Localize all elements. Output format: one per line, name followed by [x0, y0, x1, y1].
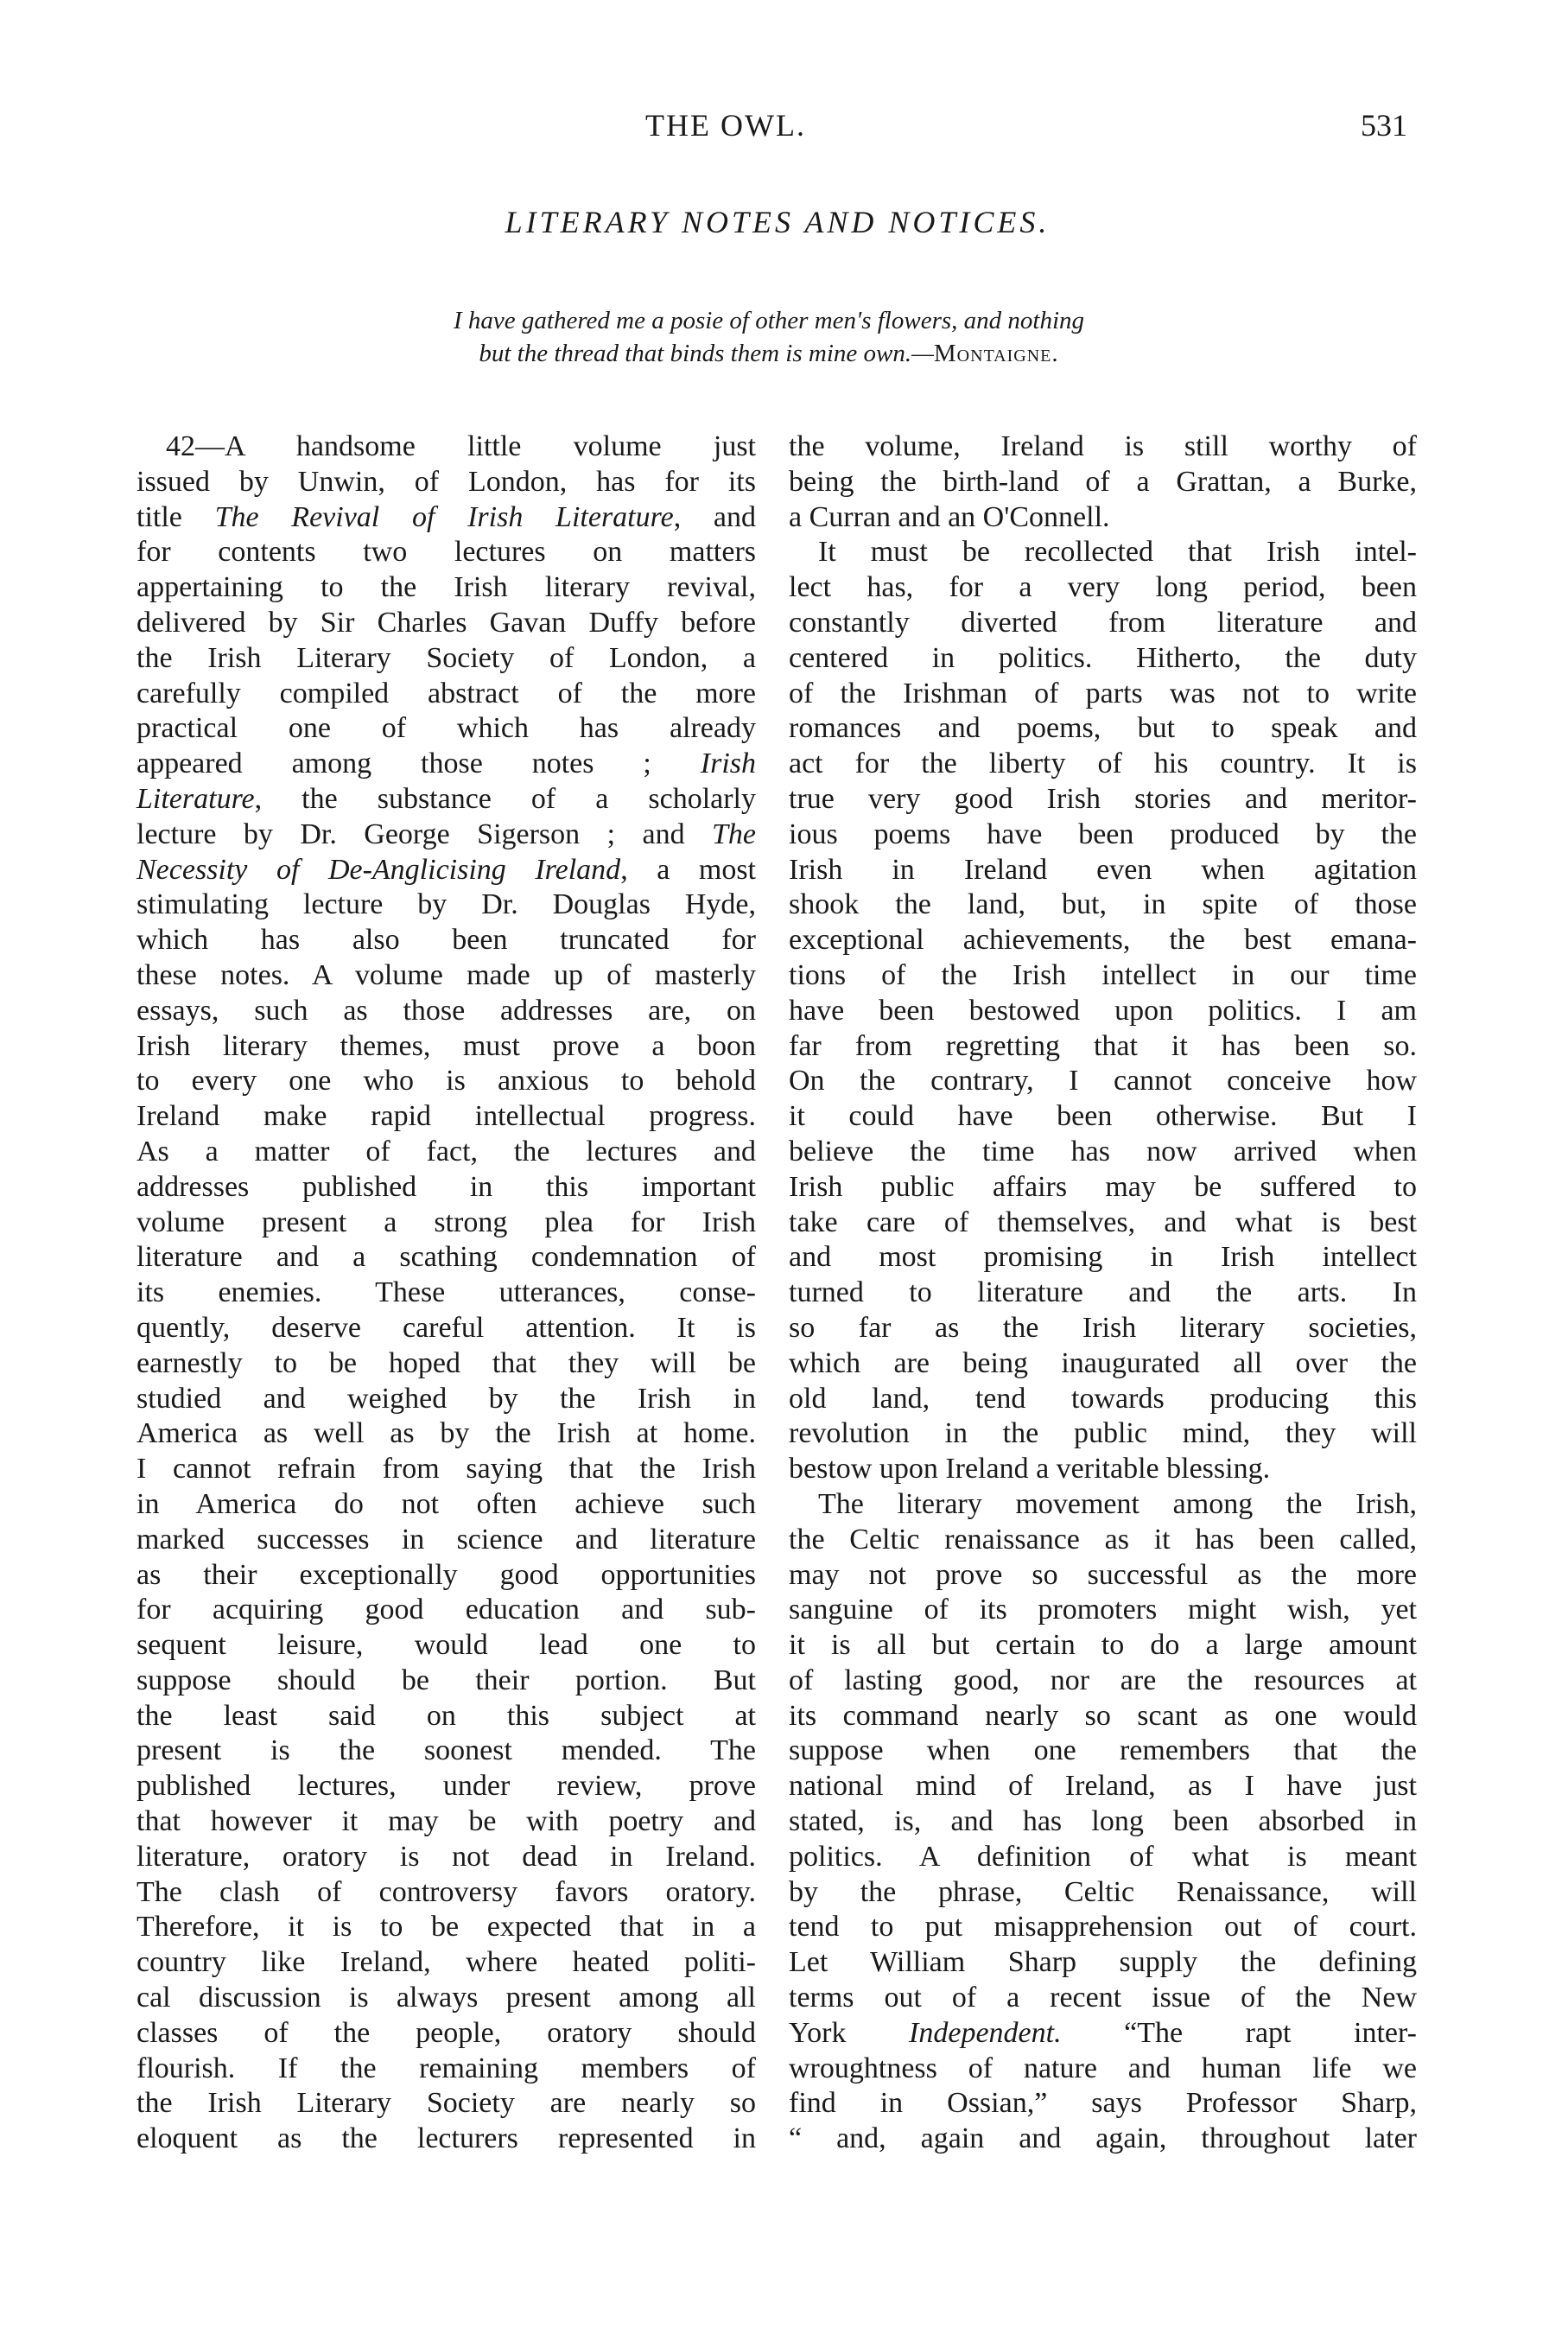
text-line: [136, 535, 756, 570]
text-line: [789, 500, 1417, 536]
text-segment: flourish. If the remaining members of: [136, 2052, 756, 2084]
text-segment: Ireland make rapid intellectual progress.: [136, 1100, 756, 1133]
epigraph-line-2: [0, 337, 1538, 370]
text-segment: to every one who is anxious to behold: [136, 1065, 756, 1098]
text-line: [136, 994, 756, 1029]
text-line: [136, 1064, 756, 1099]
text-segment: title: [136, 500, 215, 533]
text-line: [789, 2086, 1417, 2122]
text-segment: sequent leisure, would lead one to: [136, 1629, 756, 1662]
text-segment: exceptional achievements, the best emana-: [789, 924, 1417, 957]
text-segment: the Celtic renaissance as it has been called,: [789, 1523, 1417, 1556]
text-segment: politics. A definition of what is meant: [789, 1840, 1417, 1873]
text-line: [136, 1382, 756, 1417]
text-segment: constantly diverted from literature and: [789, 606, 1417, 639]
text-segment: delivered by Sir Charles Gavan Duffy before: [136, 606, 756, 639]
text-segment: believe the time has now arrived when: [789, 1135, 1417, 1168]
text-line: [136, 1699, 756, 1734]
text-segment: suppose when one remembers that the: [789, 1734, 1417, 1767]
text-segment: carefully compiled abstract of the more: [136, 677, 756, 709]
text-segment: national mind of Ireland, as I have just: [789, 1770, 1417, 1803]
text-segment: act for the liberty of his country. It is: [789, 748, 1417, 780]
text-line: [789, 2052, 1417, 2087]
text-segment: of the Irishman of parts was not to write: [789, 677, 1417, 709]
text-line: [789, 2016, 1417, 2052]
text-line: [136, 1240, 756, 1276]
text-line: [789, 1734, 1417, 1769]
epigraph-line-1: I have gathered me a posie of other men's flowers, and nothing: [453, 307, 1085, 334]
text-segment: I cannot refrain from saying that the Irish: [136, 1453, 756, 1486]
italic-text: Necessity of De-Anglicising Ireland: [136, 853, 621, 886]
text-line: [136, 711, 756, 747]
text-segment: tions of the Irish intellect in our time: [789, 958, 1417, 991]
text-line: [789, 1382, 1417, 1417]
text-line: [789, 1664, 1417, 1699]
text-line: [789, 1593, 1417, 1628]
text-segment: for acquiring good education and sub-: [136, 1594, 756, 1626]
text-segment: , a most: [620, 853, 757, 886]
text-segment: classes of the people, oratory should: [136, 2016, 756, 2049]
text-segment: take care of themselves, and what is best: [789, 1206, 1417, 1238]
text-line: [789, 818, 1417, 853]
text-line: [136, 500, 756, 536]
text-line: [136, 1311, 756, 1346]
text-line: [789, 1346, 1417, 1382]
text-segment: Irish literary themes, must prove a boon: [136, 1029, 756, 1062]
text-line: [136, 1416, 756, 1452]
italic-text: Irish: [700, 748, 756, 780]
text-segment: old land, tend towards producing this: [789, 1382, 1417, 1415]
text-segment: Let William Sharp supply the defining: [789, 1946, 1417, 1979]
text-line: [789, 994, 1417, 1029]
text-segment: On the contrary, I cannot conceive how: [789, 1065, 1417, 1098]
text-segment: lecture by Dr. George Sigerson ; and: [136, 818, 712, 850]
text-segment: which has also been truncated for: [136, 924, 756, 957]
text-segment: in America do not often achieve such: [136, 1487, 756, 1520]
text-line: [789, 1699, 1417, 1734]
text-line: [789, 1558, 1417, 1594]
text-segment: tend to put misapprehension out of court.: [789, 1911, 1417, 1944]
text-line: [136, 1910, 756, 1945]
text-line: [789, 1311, 1417, 1346]
text-line: [789, 1769, 1417, 1804]
text-line: [789, 1064, 1417, 1099]
text-line: [136, 782, 756, 818]
text-line: [136, 1276, 756, 1311]
text-segment: essays, such as those addresses are, on: [136, 994, 756, 1027]
text-segment: Irish public affairs may be suffered to: [789, 1170, 1417, 1203]
text-segment: , the substance of a scholarly: [254, 782, 756, 815]
text-line: [136, 1099, 756, 1135]
text-line: [136, 2052, 756, 2087]
text-segment: find in Ossian,” says Professor Sharp,: [789, 2087, 1417, 2120]
text-line: [789, 677, 1417, 712]
text-line: [789, 641, 1417, 677]
text-line: [789, 1170, 1417, 1206]
text-segment: for contents two lectures on matters: [136, 536, 756, 569]
text-segment: which are being inaugurated all over the: [789, 1346, 1417, 1379]
text-segment: literature and a scathing condemnation of: [136, 1241, 756, 1274]
text-segment: present is the soonest mended. The: [136, 1734, 756, 1767]
text-segment: ious poems have been produced by the: [789, 818, 1417, 850]
text-line: [136, 677, 756, 712]
text-segment: As a matter of fact, the lectures and: [136, 1135, 756, 1168]
text-segment: centered in politics. Hitherto, the duty: [789, 641, 1417, 674]
text-segment: Irish in Ireland even when agitation: [789, 853, 1417, 886]
text-segment: these notes. A volume made up of masterly: [136, 958, 756, 991]
text-segment: literature, oratory is not dead in Ireland.: [136, 1840, 756, 1873]
text-line: [136, 606, 756, 641]
text-segment: sanguine of its promoters might wish, yet: [789, 1594, 1417, 1626]
text-segment: appeared among those notes ;: [136, 748, 701, 780]
text-line: [136, 888, 756, 923]
text-line: [136, 1840, 756, 1875]
text-line: [136, 1558, 756, 1594]
text-segment: by the phrase, Celtic Renaissance, will: [789, 1875, 1417, 1908]
text-line: [136, 2122, 756, 2157]
text-line: [136, 1875, 756, 1911]
text-line: [789, 747, 1417, 782]
text-segment: its enemies. These utterances, conse-: [136, 1276, 756, 1309]
text-segment: as their exceptionally good opportunities: [136, 1558, 756, 1591]
text-segment: America as well as by the Irish at home.: [136, 1417, 756, 1450]
text-segment: The literary movement among the Irish,: [818, 1487, 1417, 1520]
running-title: THE OWL.: [645, 108, 806, 143]
text-line: [136, 1628, 756, 1664]
text-line: [789, 711, 1417, 747]
italic-text: The: [712, 818, 756, 850]
text-segment: 42—A handsome little volume just: [166, 430, 756, 462]
text-line: [136, 1346, 756, 1382]
text-segment: terms out of a recent issue of the New: [789, 1982, 1417, 2014]
text-line: [136, 1206, 756, 1241]
text-line: [136, 429, 756, 465]
text-line: [789, 429, 1417, 465]
text-line: [136, 2016, 756, 2052]
right-column: [789, 429, 1417, 2157]
epigraph: [0, 304, 1538, 370]
text-line: [136, 853, 756, 888]
text-line: [789, 1206, 1417, 1241]
text-line: [136, 570, 756, 606]
text-line: [789, 888, 1417, 923]
text-segment: quently, deserve careful attention. It is: [136, 1311, 756, 1344]
text-line: [789, 782, 1417, 818]
text-segment: have been bestowed upon politics. I am: [789, 994, 1417, 1027]
text-segment: It must be recollected that Irish intel-: [818, 536, 1417, 569]
text-segment: the Irish Literary Society of London, a: [136, 641, 756, 674]
text-line: [789, 1804, 1417, 1840]
text-line: [136, 1664, 756, 1699]
text-segment: addresses published in this important: [136, 1170, 756, 1203]
italic-text: The Revival of Irish Literature: [214, 500, 674, 533]
text-line: [136, 923, 756, 958]
text-line: [789, 1276, 1417, 1311]
text-segment: romances and poems, but to speak and: [789, 712, 1417, 745]
text-line: [136, 2086, 756, 2122]
text-segment: it could have been otherwise. But I: [789, 1100, 1417, 1133]
text-line: [136, 1593, 756, 1628]
text-line: [789, 1099, 1417, 1135]
text-segment: true very good Irish stories and meritor-: [789, 782, 1417, 815]
text-line: [789, 1875, 1417, 1911]
text-segment: published lectures, under review, prove: [136, 1770, 756, 1803]
text-line: [789, 1135, 1417, 1170]
text-line: [789, 465, 1417, 500]
text-segment: “The rapt inter-: [1061, 2016, 1417, 2049]
italic-text: Literature: [136, 782, 255, 815]
text-segment: its command nearly so scant as one would: [789, 1699, 1417, 1732]
text-segment: volume present a strong plea for Irish: [136, 1206, 756, 1238]
text-line: [136, 1804, 756, 1840]
text-segment: practical one of which has already: [136, 712, 756, 745]
text-line: [789, 1523, 1417, 1558]
text-line: [789, 958, 1417, 994]
text-segment: of lasting good, nor are the resources at: [789, 1664, 1417, 1696]
text-line: [136, 465, 756, 500]
text-segment: The clash of controversy favors oratory.: [136, 1875, 756, 1908]
text-segment: may not prove so successful as the more: [789, 1558, 1417, 1591]
text-segment: wroughtness of nature and human life we: [789, 2052, 1417, 2084]
text-segment: eloquent as the lecturers represented in: [136, 2122, 756, 2155]
text-line: [136, 1029, 756, 1065]
text-line: [789, 535, 1417, 570]
text-line: [136, 641, 756, 677]
text-segment: far from regretting that it has been so.: [789, 1029, 1417, 1062]
text-line: [136, 958, 756, 994]
text-segment: it is all but certain to do a large amount: [789, 1629, 1417, 1662]
text-line: [789, 923, 1417, 958]
text-line: [136, 818, 756, 853]
text-line: [136, 747, 756, 782]
text-segment: appertaining to the Irish literary revival,: [136, 571, 756, 604]
page-number: 531: [1361, 108, 1407, 143]
text-segment: and most promising in Irish intellect: [789, 1241, 1417, 1274]
text-segment: the least said on this subject at: [136, 1699, 756, 1732]
text-line: [789, 1452, 1417, 1487]
text-segment: stated, is, and has long been absorbed in: [789, 1805, 1417, 1838]
text-line: [789, 2122, 1417, 2157]
text-segment: revolution in the public mind, they will: [789, 1417, 1417, 1450]
text-segment: studied and weighed by the Irish in: [136, 1382, 756, 1415]
italic-text: Independent.: [909, 2016, 1062, 2049]
text-segment: earnestly to be hoped that they will be: [136, 1346, 756, 1379]
text-segment: York: [789, 2016, 910, 2049]
text-segment: lect has, for a very long period, been: [789, 571, 1417, 604]
text-line: [136, 1769, 756, 1804]
text-line: [136, 1452, 756, 1487]
text-line: [789, 1416, 1417, 1452]
text-segment: country like Ireland, where heated politi-: [136, 1946, 756, 1979]
text-line: [789, 1628, 1417, 1664]
text-line: [789, 1029, 1417, 1065]
text-segment: the volume, Ireland is still worthy of: [789, 430, 1417, 462]
text-segment: , and: [673, 500, 756, 533]
text-line: [789, 1240, 1417, 1276]
text-line: [136, 1981, 756, 2016]
text-line: [136, 1135, 756, 1170]
epigraph-attribution: Montaigne.: [933, 340, 1059, 367]
text-segment: Therefore, it is to be expected that in a: [136, 1911, 756, 1944]
text-line: [789, 1487, 1417, 1523]
epigraph-line-2-text: but the thread that binds them is mine own.—: [479, 340, 934, 367]
text-line: [789, 853, 1417, 888]
text-line: [789, 1945, 1417, 1981]
text-segment: shook the land, but, in spite of those: [789, 888, 1417, 921]
text-line: [136, 1945, 756, 1981]
text-line: [789, 570, 1417, 606]
text-line: [136, 1523, 756, 1558]
text-segment: turned to literature and the arts. In: [789, 1276, 1417, 1309]
text-line: [789, 1910, 1417, 1945]
text-segment: that however it may be with poetry and: [136, 1805, 756, 1838]
text-segment: “ and, again and again, throughout later: [789, 2122, 1417, 2155]
text-segment: bestow upon Ireland a veritable blessing.: [789, 1453, 1271, 1486]
section-title: LITERARY NOTES AND NOTICES.: [505, 205, 1051, 239]
text-segment: being the birth-land of a Grattan, a Burke,: [789, 465, 1417, 498]
text-segment: marked successes in science and literature: [136, 1523, 756, 1556]
text-segment: suppose should be their portion. But: [136, 1664, 756, 1696]
text-segment: a Curran and an O'Connell.: [789, 500, 1110, 533]
text-line: [136, 1487, 756, 1523]
left-column: [136, 429, 756, 2157]
text-line: [136, 1734, 756, 1769]
text-segment: the Irish Literary Society are nearly so: [136, 2087, 756, 2120]
text-line: [789, 606, 1417, 641]
text-segment: cal discussion is always present among all: [136, 1982, 756, 2014]
text-segment: issued by Unwin, of London, has for its: [136, 465, 756, 498]
text-line: [789, 1981, 1417, 2016]
text-line: [789, 1840, 1417, 1875]
text-segment: stimulating lecture by Dr. Douglas Hyde,: [136, 888, 756, 921]
text-line: [136, 1170, 756, 1206]
text-segment: so far as the Irish literary societies,: [789, 1311, 1417, 1344]
